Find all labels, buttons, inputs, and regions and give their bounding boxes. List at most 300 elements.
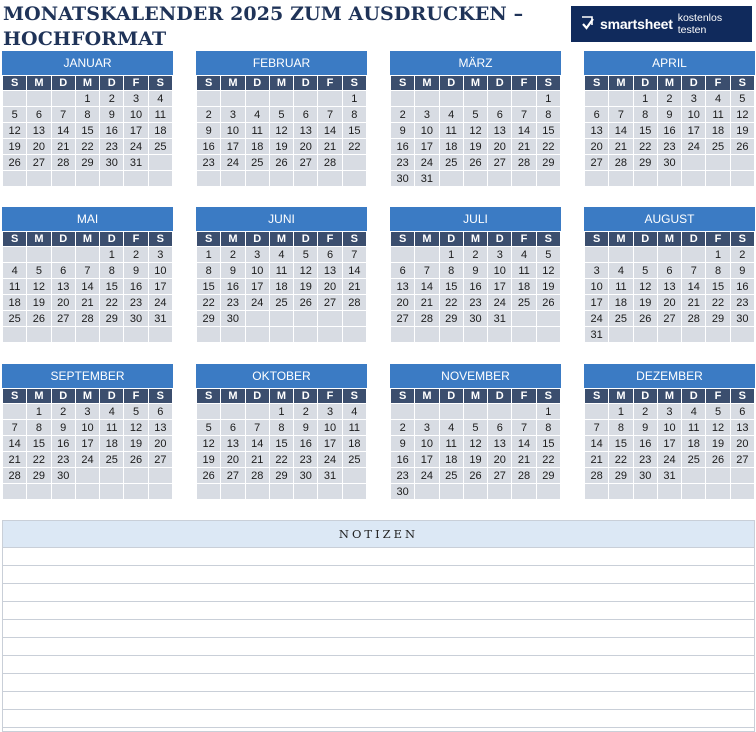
weekday-label: S (536, 232, 560, 247)
day-cell: 1 (706, 247, 730, 263)
weekday-label: S (148, 389, 172, 404)
day-cell: 20 (51, 295, 75, 311)
day-cell: 23 (51, 452, 75, 468)
day-cell (585, 484, 609, 500)
day-cell (463, 404, 487, 420)
day-cell (415, 247, 439, 263)
day-cell (3, 91, 27, 107)
day-cell: 20 (657, 295, 681, 311)
week-row (197, 452, 367, 468)
weekday-label: M (269, 76, 293, 91)
week-row (585, 279, 755, 295)
day-cell: 31 (318, 468, 342, 484)
day-cell: 29 (536, 468, 560, 484)
day-cell (439, 404, 463, 420)
day-cell: 13 (148, 420, 172, 436)
week-row (585, 155, 755, 171)
day-cell: 9 (221, 263, 245, 279)
day-cell: 10 (245, 263, 269, 279)
day-cell: 4 (682, 404, 706, 420)
week-row (3, 484, 173, 500)
day-cell: 24 (415, 468, 439, 484)
day-cell: 24 (148, 295, 172, 311)
weekday-label: M (27, 76, 51, 91)
day-cell: 8 (536, 420, 560, 436)
weekday-label: S (585, 232, 609, 247)
day-cell (3, 404, 27, 420)
day-cell: 22 (27, 452, 51, 468)
weekday-label: D (682, 232, 706, 247)
day-cell: 5 (463, 107, 487, 123)
week-row (391, 436, 561, 452)
note-line[interactable] (3, 584, 754, 602)
weekday-label: D (439, 389, 463, 404)
day-cell: 25 (245, 155, 269, 171)
day-cell: 16 (633, 436, 657, 452)
week-row (391, 139, 561, 155)
day-cell: 23 (391, 468, 415, 484)
day-cell (342, 155, 366, 171)
day-cell (730, 171, 754, 187)
day-cell: 26 (633, 311, 657, 327)
day-cell (148, 484, 172, 500)
day-cell: 9 (391, 123, 415, 139)
day-cell: 29 (706, 311, 730, 327)
weekday-label: F (124, 389, 148, 404)
day-cell: 26 (197, 468, 221, 484)
day-cell: 11 (439, 123, 463, 139)
day-cell: 20 (27, 139, 51, 155)
day-cell: 3 (657, 404, 681, 420)
day-cell: 21 (585, 452, 609, 468)
day-cell (197, 484, 221, 500)
day-cell (294, 91, 318, 107)
week-row (585, 420, 755, 436)
day-cell (682, 247, 706, 263)
day-cell: 17 (221, 139, 245, 155)
day-cell: 1 (342, 91, 366, 107)
note-line[interactable] (3, 692, 754, 710)
day-cell: 14 (3, 436, 27, 452)
month-name: NOVEMBER (390, 364, 561, 388)
day-cell: 2 (294, 404, 318, 420)
weekday-header-row (3, 232, 173, 247)
weekday-label: D (294, 389, 318, 404)
day-cell: 28 (512, 155, 536, 171)
note-line[interactable] (3, 566, 754, 584)
day-cell: 28 (682, 311, 706, 327)
day-cell: 28 (609, 155, 633, 171)
day-cell (197, 404, 221, 420)
day-cell: 28 (342, 295, 366, 311)
day-cell: 15 (609, 436, 633, 452)
day-cell: 20 (294, 139, 318, 155)
day-cell (439, 91, 463, 107)
day-cell (294, 311, 318, 327)
day-cell: 23 (294, 452, 318, 468)
day-cell: 7 (512, 107, 536, 123)
page-title (3, 2, 563, 52)
week-row (391, 420, 561, 436)
week-row (197, 468, 367, 484)
day-cell: 30 (730, 311, 754, 327)
weekday-label: M (75, 232, 99, 247)
note-line[interactable] (3, 674, 754, 692)
day-cell: 28 (51, 155, 75, 171)
day-cell: 15 (269, 436, 293, 452)
day-cell: 3 (148, 247, 172, 263)
day-cell: 7 (342, 247, 366, 263)
weekday-label: D (245, 232, 269, 247)
day-cell (245, 91, 269, 107)
smartsheet-check-logo-icon (581, 16, 595, 32)
weekday-label: D (294, 76, 318, 91)
day-cell: 22 (633, 139, 657, 155)
weekday-label: S (148, 76, 172, 91)
day-cell: 13 (657, 279, 681, 295)
day-cell: 23 (197, 155, 221, 171)
day-cell: 28 (585, 468, 609, 484)
day-cell: 11 (100, 420, 124, 436)
day-cell (27, 171, 51, 187)
day-cell: 17 (245, 279, 269, 295)
weekday-label: D (682, 76, 706, 91)
day-cell: 14 (512, 436, 536, 452)
day-cell (3, 327, 27, 343)
weekday-label: F (124, 76, 148, 91)
day-cell: 6 (585, 107, 609, 123)
day-cell: 28 (318, 155, 342, 171)
day-cell: 25 (100, 452, 124, 468)
day-cell (536, 484, 560, 500)
day-cell (100, 327, 124, 343)
day-cell: 7 (512, 420, 536, 436)
day-cell (342, 468, 366, 484)
month-table (584, 75, 755, 187)
day-cell: 11 (342, 420, 366, 436)
weekday-label: F (706, 389, 730, 404)
day-cell: 11 (706, 107, 730, 123)
month-block (584, 51, 755, 187)
day-cell: 16 (730, 279, 754, 295)
day-cell: 4 (512, 247, 536, 263)
day-cell: 6 (391, 263, 415, 279)
day-cell (342, 311, 366, 327)
day-cell: 29 (197, 311, 221, 327)
day-cell (391, 327, 415, 343)
day-cell: 8 (75, 107, 99, 123)
day-cell (512, 484, 536, 500)
day-cell: 15 (633, 123, 657, 139)
day-cell (391, 404, 415, 420)
day-cell (657, 484, 681, 500)
note-line[interactable] (3, 620, 754, 638)
day-cell (706, 468, 730, 484)
day-cell: 9 (294, 420, 318, 436)
day-cell (294, 484, 318, 500)
week-row (197, 123, 367, 139)
month-block (2, 364, 173, 500)
day-cell: 26 (706, 452, 730, 468)
day-cell (197, 171, 221, 187)
day-cell: 24 (221, 155, 245, 171)
day-cell (633, 327, 657, 343)
note-line[interactable] (3, 638, 754, 656)
day-cell (706, 327, 730, 343)
day-cell: 7 (585, 420, 609, 436)
day-cell: 9 (730, 263, 754, 279)
week-row (391, 263, 561, 279)
day-cell: 25 (512, 295, 536, 311)
day-cell: 29 (100, 311, 124, 327)
day-cell: 9 (463, 263, 487, 279)
day-cell (682, 468, 706, 484)
day-cell: 20 (488, 139, 512, 155)
day-cell: 1 (197, 247, 221, 263)
weekday-label: F (512, 232, 536, 247)
weekday-header-row (585, 76, 755, 91)
day-cell: 29 (269, 468, 293, 484)
day-cell: 4 (269, 247, 293, 263)
week-row (3, 247, 173, 263)
day-cell: 3 (585, 263, 609, 279)
day-cell: 10 (415, 436, 439, 452)
weekday-header-row (391, 76, 561, 91)
page-title-line-1: MONATSKALENDER 2025 ZUM AUSDRUCKEN – (3, 3, 524, 25)
day-cell: 5 (269, 107, 293, 123)
weekday-header-row (3, 389, 173, 404)
day-cell (706, 171, 730, 187)
week-row (197, 295, 367, 311)
day-cell: 15 (706, 279, 730, 295)
day-cell (51, 484, 75, 500)
day-cell: 28 (75, 311, 99, 327)
day-cell (51, 247, 75, 263)
week-row (585, 91, 755, 107)
note-line[interactable] (3, 656, 754, 674)
week-row (197, 436, 367, 452)
day-cell: 12 (269, 123, 293, 139)
note-line[interactable] (3, 548, 754, 566)
day-cell: 25 (342, 452, 366, 468)
day-cell: 8 (706, 263, 730, 279)
day-cell (245, 484, 269, 500)
day-cell: 5 (3, 107, 27, 123)
day-cell (463, 171, 487, 187)
day-cell (3, 247, 27, 263)
day-cell: 23 (730, 295, 754, 311)
day-cell: 8 (100, 263, 124, 279)
day-cell (100, 484, 124, 500)
day-cell: 16 (463, 279, 487, 295)
month-block (390, 207, 561, 343)
day-cell: 27 (391, 311, 415, 327)
weekday-label: M (463, 76, 487, 91)
month-table (196, 75, 367, 187)
day-cell (269, 91, 293, 107)
day-cell: 7 (682, 263, 706, 279)
day-cell: 27 (148, 452, 172, 468)
day-cell: 21 (682, 295, 706, 311)
weekday-label: M (221, 76, 245, 91)
day-cell: 24 (585, 311, 609, 327)
day-cell: 8 (197, 263, 221, 279)
day-cell (75, 247, 99, 263)
week-row (585, 436, 755, 452)
day-cell: 6 (221, 420, 245, 436)
weekday-label: M (609, 389, 633, 404)
day-cell: 11 (512, 263, 536, 279)
notes-section (2, 520, 755, 732)
weekday-label: S (3, 232, 27, 247)
day-cell: 11 (3, 279, 27, 295)
day-cell: 2 (391, 107, 415, 123)
day-cell: 4 (706, 91, 730, 107)
day-cell: 17 (682, 123, 706, 139)
day-cell: 16 (100, 123, 124, 139)
day-cell: 14 (318, 123, 342, 139)
day-cell: 4 (245, 107, 269, 123)
day-cell: 16 (294, 436, 318, 452)
month-table (584, 231, 755, 343)
day-cell: 19 (269, 139, 293, 155)
day-cell: 8 (609, 420, 633, 436)
smartsheet-logo-button[interactable] (571, 6, 752, 42)
weekday-label: M (415, 76, 439, 91)
weekday-label: M (221, 389, 245, 404)
week-row (585, 404, 755, 420)
note-line[interactable] (3, 710, 754, 728)
day-cell: 3 (415, 420, 439, 436)
day-cell: 20 (585, 139, 609, 155)
month-block (2, 51, 173, 187)
weekday-label: F (318, 232, 342, 247)
day-cell: 22 (197, 295, 221, 311)
weekday-label: D (488, 76, 512, 91)
weekday-label: S (148, 232, 172, 247)
day-cell: 3 (221, 107, 245, 123)
day-cell (124, 484, 148, 500)
day-cell: 10 (682, 107, 706, 123)
week-row (585, 452, 755, 468)
week-row (197, 171, 367, 187)
weekday-label: S (730, 389, 754, 404)
day-cell: 3 (415, 107, 439, 123)
day-cell: 4 (609, 263, 633, 279)
day-cell (488, 404, 512, 420)
week-row (585, 263, 755, 279)
day-cell: 15 (439, 279, 463, 295)
day-cell: 22 (269, 452, 293, 468)
day-cell: 17 (415, 452, 439, 468)
day-cell (512, 311, 536, 327)
day-cell: 15 (27, 436, 51, 452)
month-name: AUGUST (584, 207, 755, 231)
week-row (3, 327, 173, 343)
day-cell: 4 (148, 91, 172, 107)
weekday-header-row (585, 232, 755, 247)
day-cell: 29 (439, 311, 463, 327)
day-cell: 17 (585, 295, 609, 311)
day-cell: 15 (342, 123, 366, 139)
day-cell: 29 (536, 155, 560, 171)
weekday-label: F (512, 389, 536, 404)
day-cell: 9 (124, 263, 148, 279)
day-cell: 19 (463, 452, 487, 468)
day-cell: 14 (75, 279, 99, 295)
weekday-label: S (342, 232, 366, 247)
week-row (391, 91, 561, 107)
month-block (2, 207, 173, 343)
month-name: FEBRUAR (196, 51, 367, 75)
weekday-label: S (585, 76, 609, 91)
weekday-label: S (391, 389, 415, 404)
day-cell: 19 (3, 139, 27, 155)
day-cell: 30 (51, 468, 75, 484)
day-cell: 22 (100, 295, 124, 311)
day-cell: 17 (148, 279, 172, 295)
day-cell (657, 327, 681, 343)
day-cell: 14 (609, 123, 633, 139)
day-cell: 12 (197, 436, 221, 452)
day-cell: 2 (51, 404, 75, 420)
day-cell: 12 (633, 279, 657, 295)
week-row (391, 295, 561, 311)
day-cell: 2 (100, 91, 124, 107)
day-cell: 13 (488, 436, 512, 452)
note-line[interactable] (3, 602, 754, 620)
day-cell (488, 484, 512, 500)
day-cell (536, 327, 560, 343)
weekday-label: S (730, 76, 754, 91)
month-name: DEZEMBER (584, 364, 755, 388)
weekday-label: S (342, 76, 366, 91)
day-cell (221, 91, 245, 107)
month-name: SEPTEMBER (2, 364, 173, 388)
weekday-label: M (657, 76, 681, 91)
month-block (390, 364, 561, 500)
day-cell (633, 247, 657, 263)
month-block (196, 207, 367, 343)
day-cell: 1 (536, 404, 560, 420)
month-table (2, 388, 173, 500)
day-cell: 1 (439, 247, 463, 263)
day-cell: 29 (75, 155, 99, 171)
day-cell (342, 484, 366, 500)
day-cell (439, 327, 463, 343)
day-cell: 5 (197, 420, 221, 436)
day-cell: 14 (585, 436, 609, 452)
day-cell: 25 (439, 155, 463, 171)
weekday-label: F (706, 232, 730, 247)
week-row (3, 171, 173, 187)
day-cell: 6 (294, 107, 318, 123)
day-cell: 10 (148, 263, 172, 279)
day-cell: 12 (294, 263, 318, 279)
day-cell: 13 (585, 123, 609, 139)
day-cell (512, 91, 536, 107)
weekday-label: S (585, 389, 609, 404)
day-cell: 15 (536, 436, 560, 452)
weekday-label: S (391, 76, 415, 91)
notes-lines (3, 548, 754, 728)
month-table (390, 75, 561, 187)
day-cell: 5 (27, 263, 51, 279)
day-cell (27, 484, 51, 500)
day-cell (148, 171, 172, 187)
day-cell: 30 (221, 311, 245, 327)
weekday-label: M (657, 389, 681, 404)
